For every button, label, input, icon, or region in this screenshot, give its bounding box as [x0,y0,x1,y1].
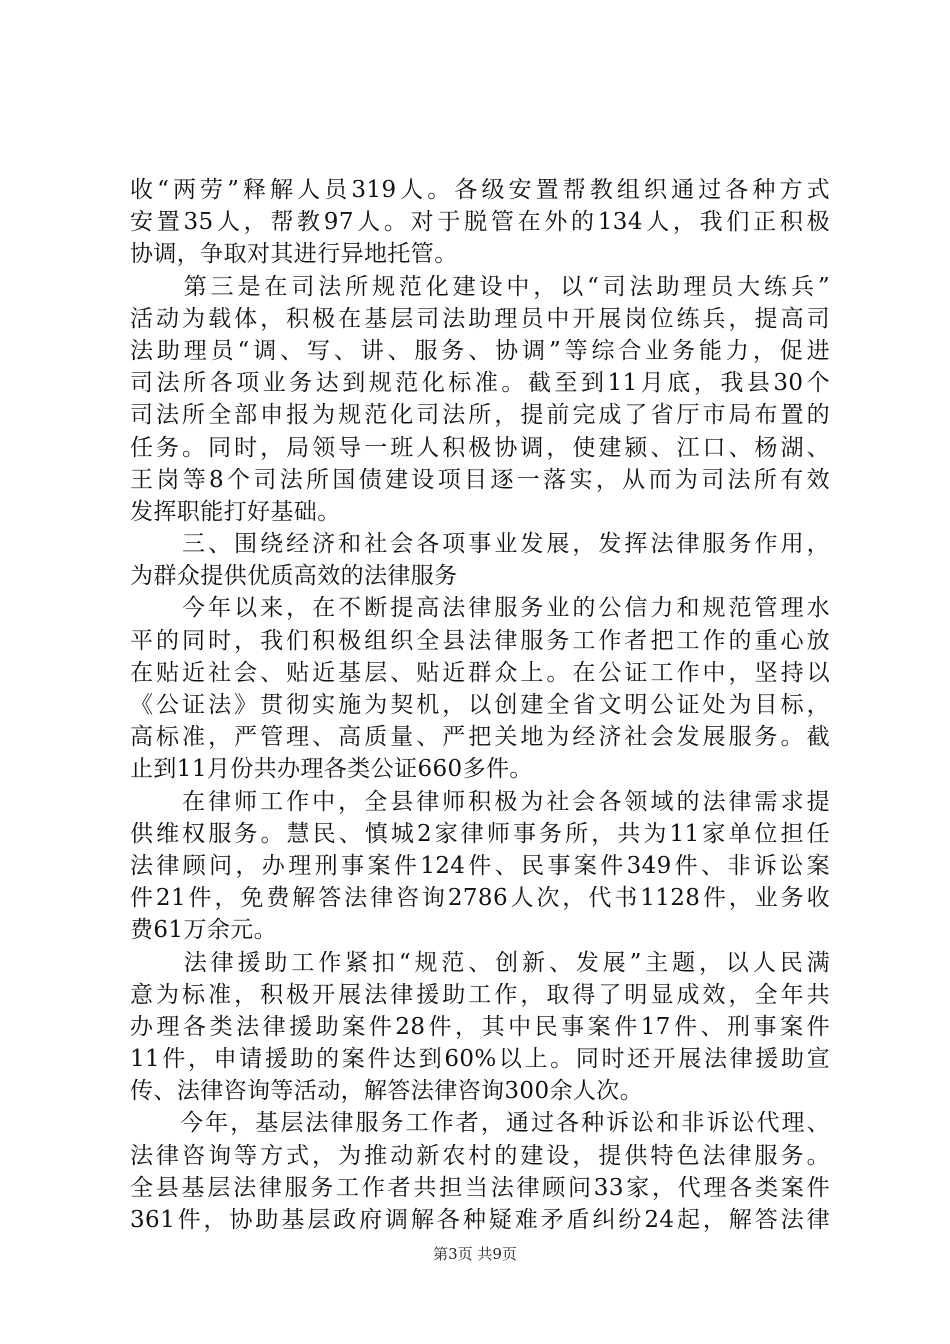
document-body [130,174,830,1236]
text-line: 活动为载体，积极在基层司法助理员中开展岗位练兵，提高司 [130,305,830,332]
text-line: 安置35人，帮教97人。对于脱管在外的134人，我们正积极 [130,209,830,236]
text-line: 法律顾问，办理刑事案件124件、民事案件349件、非诉讼案 [130,852,830,879]
text-line: 在律师工作中，全县律师积极为社会各领域的法律需求提 [130,788,830,815]
text-line: 《公证法》贯彻实施为契机，以创建全省文明公证处为目标， [130,692,830,718]
text-line: 件21件，免费解答法律咨询2786人次，代书1128件，业务收 [130,885,830,912]
text-line: 止到11月份共办理各类公证660多件。 [130,756,533,783]
text-line: 法律咨询等方式，为推动新农村的建设，提供特色法律服务。 [130,1142,830,1169]
text-line: 361件，协助基层政府调解各种疑难矛盾纠纷24起，解答法律 [130,1207,830,1233]
text-line: 第三是在司法所规范化建设中，以“司法助理员大练兵” [130,273,830,300]
text-line: 今年以来，在不断提高法律服务业的公信力和规范管理水 [130,595,830,622]
text-line: 平的同时，我们积极组织全县法律服务工作者把工作的重心放 [130,627,830,654]
section-heading-line: 三、围绕经济和社会各项事业发展，发挥法律服务作用， [130,531,830,558]
text-line: 协调，争取对其进行异地托管。 [130,241,458,268]
text-line: 高标准，严管理、高质量、严把关地为经济社会发展服务。截 [130,724,830,751]
section-heading-line: 为群众提供优质高效的法律服务 [130,563,458,590]
page-number-footer: 第3页 共9页 [433,1245,517,1263]
text-line: 在贴近社会、贴近基层、贴近群众上。在公证工作中，坚持以 [130,659,830,686]
text-line: 法律援助工作紧扣“规范、创新、发展”主题，以人民满 [130,949,830,976]
text-line: 费61万余元。 [130,917,278,944]
text-line: 供维权服务。慧民、慎城2家律师事务所，共为11家单位担任 [130,820,830,847]
text-line: 传、法律咨询等活动，解答法律咨询300余人次。 [130,1078,644,1105]
text-line: 任务。同时，局领导一班人积极协调，使建颍、江口、杨湖、 [130,434,830,461]
text-line: 司法所各项业务达到规范化标准。截至到11月底，我县30个 [130,370,830,397]
text-line: 发挥职能打好基础。 [130,498,341,525]
text-line: 11件，申请援助的案件达到60%以上。同时还开展法律援助宣 [130,1046,830,1073]
text-line: 办理各类法律援助案件28件，其中民事案件17件、刑事案件 [130,1013,830,1040]
text-line: 今年，基层法律服务工作者，通过各种诉讼和非诉讼代理、 [130,1110,830,1137]
text-line: 全县基层法律服务工作者共担当法律顾问33家，代理各类案件 [130,1174,830,1201]
text-line: 收“两劳”释解人员319人。各级安置帮教组织通过各种方式 [130,177,830,203]
text-line: 意为标准，积极开展法律援助工作，取得了明显成效，全年共 [130,981,830,1008]
text-line: 司法所全部申报为规范化司法所，提前完成了省厅市局布置的 [130,402,830,429]
text-line: 法助理员“调、写、讲、服务、协调”等综合业务能力，促进 [130,337,830,364]
text-line: 王岗等8个司法所国债建设项目逐一落实，从而为司法所有效 [130,466,830,493]
